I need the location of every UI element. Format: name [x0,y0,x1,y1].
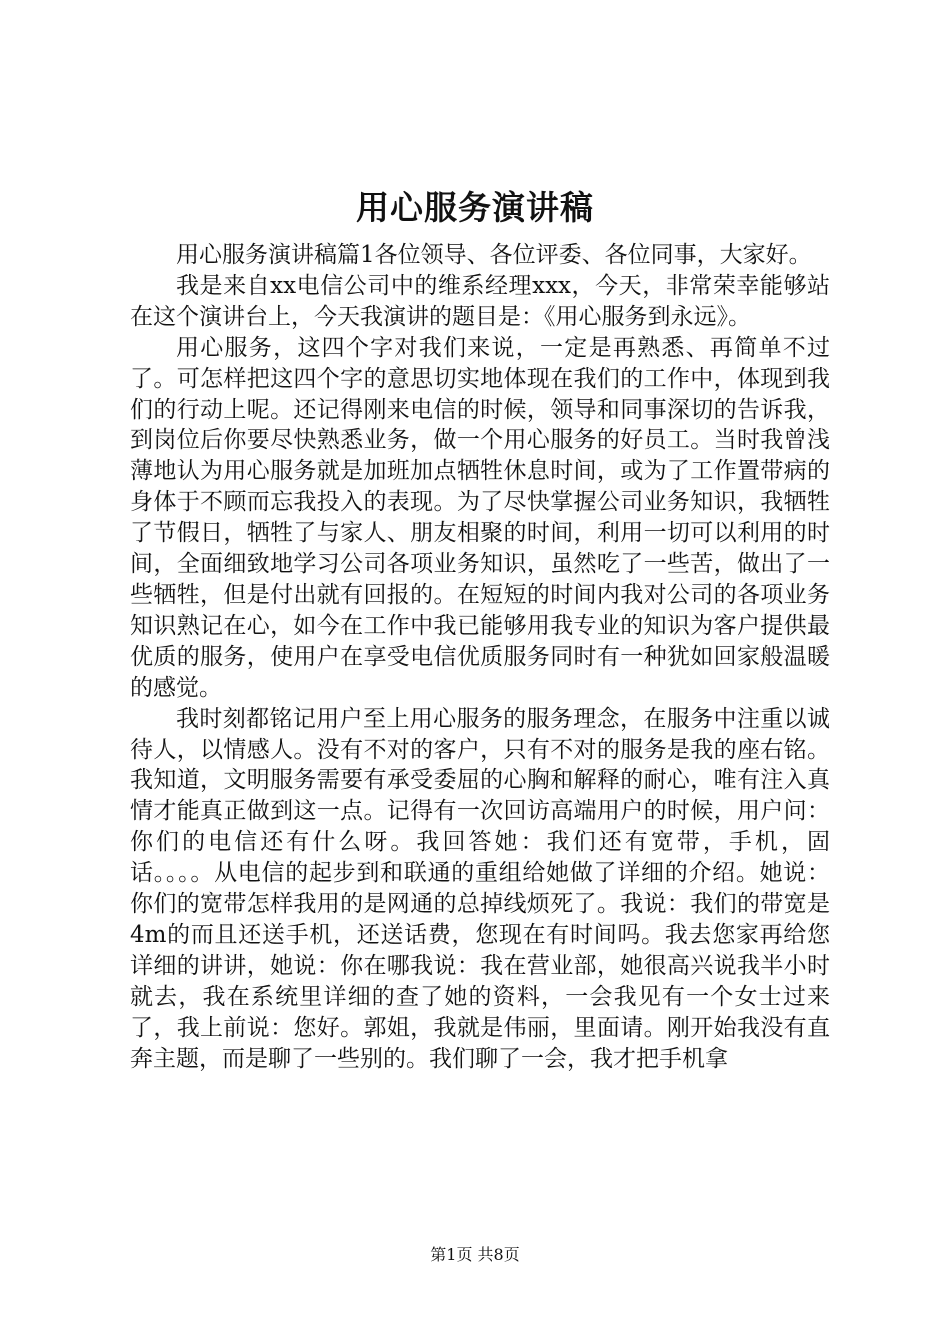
paragraph: 用心服务，这四个字对我们来说，一定是再熟悉、再简单不过了。可怎样把这四个字的意思切实地体现在我们的工作中，体现到我们的行动上呢。还记得刚来电信的时候，领导和同事深切的告诉我，到岗位后你要尽快熟悉业务，做一个用心服务的好员工。当时我曾浅薄地认为用心服务就是加班加点牺牲休息时间，或为了工作置带病的身体于不顾而忘我投入的表现。为了尽快掌握公司业务知识，我牺牲了节假日，牺牲了与家人、朋友相聚的时间，利用一切可以利用的时间，全面细致地学习公司各项业务知识，虽然吃了一些苦，做出了一些牺牲，但是付出就有回报的。在短短的时间内我对公司的各项业务知识熟记在心，如今在工作中我已能够用我专业的知识为客户提供最优质的服务，使用户在享受电信优质服务同时有一种犹如回家般温暖的感觉。 [130,334,830,701]
document-body [130,240,830,1074]
document-title: 用心服务演讲稿 [356,188,594,227]
page-footer: 第1页 共8页 [430,1245,520,1264]
paragraph: 我是来自xx电信公司中的维系经理xxx，今天，非常荣幸能够站在这个演讲台上，今天我演讲的题目是：《用心服务到永远》。 [130,272,830,330]
paragraph: 用心服务演讲稿篇1各位领导、各位评委、各位同事，大家好。 [176,242,812,268]
paragraph: 我时刻都铭记用户至上用心服务的服务理念，在服务中注重以诚待人，以情感人。没有不对的客户，只有不对的服务是我的座右铭。我知道，文明服务需要有承受委屈的心胸和解释的耐心，唯有注入真情才能真正做到这一点。记得有一次回访高端用户的时候，用户问：你们的电信还有什么呀。我回答她：我们还有宽带，手机，固话。。。。从电信的起步到和联通的重组给她做了详细的介绍。她说：你们的宽带怎样我用的是网通的总掉线烦死了。我说：我们的带宽是4m的而且还送手机，还送话费，您现在有时间吗。我去您家再给您详细的讲讲，她说：你在哪我说：我在营业部，她很高兴说我半小时就去，我在系统里详细的查了她的资料，一会我见有一个女士过来了，我上前说：您好。郭姐，我就是伟丽，里面请。刚开始我没有直奔主题，而是聊了一些别的。我们聊了一会，我才把手机拿 [130,705,830,1072]
